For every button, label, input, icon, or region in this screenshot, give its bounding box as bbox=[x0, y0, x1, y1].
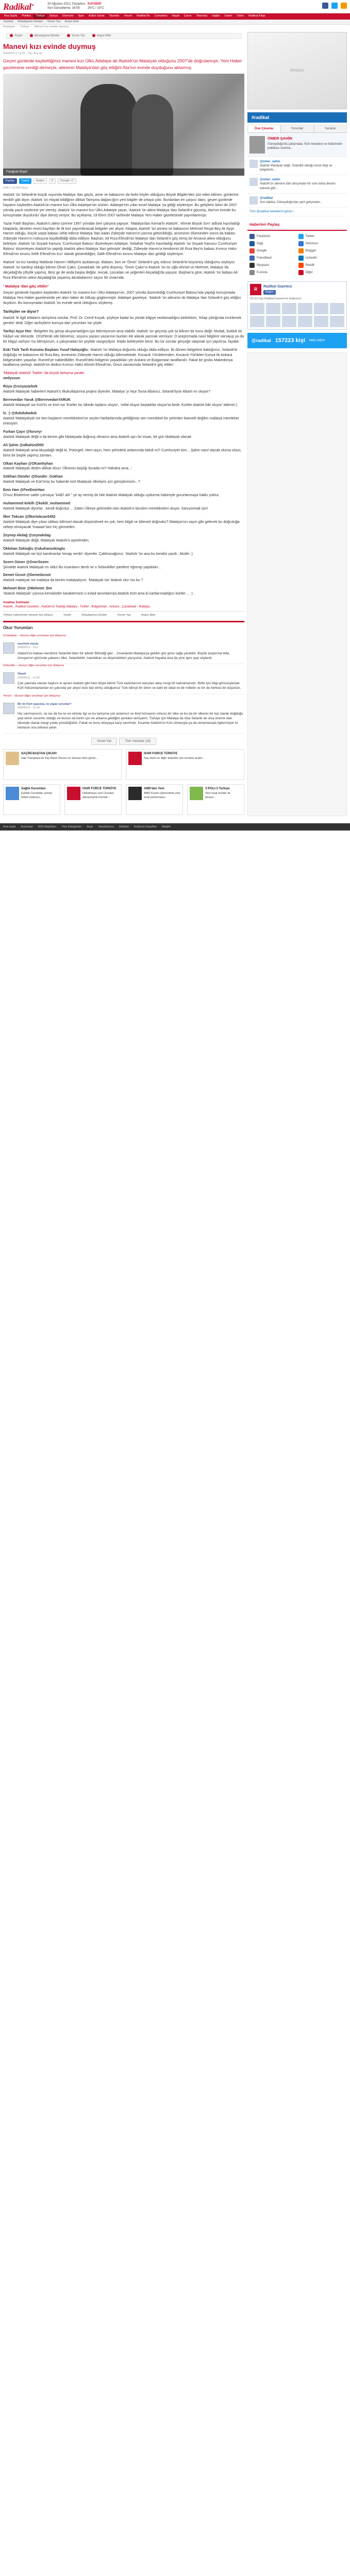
photo-enlarge-button[interactable]: Fotoğrafı Büyüt bbox=[3, 168, 244, 176]
ad-banner[interactable]: Reklam bbox=[247, 32, 347, 109]
ad-title: HAIR FORCE TÜRKİYE bbox=[144, 752, 178, 756]
nav-item[interactable]: Radikal Kitap bbox=[248, 14, 265, 18]
weather-widget[interactable] bbox=[88, 2, 104, 11]
weather-city: KAYSERİ bbox=[88, 3, 102, 6]
social-post bbox=[3, 560, 244, 570]
social-text: Atatürk Malatyalı ama Akçadağlı değil ki, Pütürgeli. Hem taşın, hem şehirdeki anlamında bitirdi mi? Cumhuriyet tüm... Şahin nasıl olacak olursa olsun, birisi bir başlık yapmış zamanı. bbox=[3, 448, 242, 457]
nav-item[interactable]: Teknoloji bbox=[196, 14, 208, 18]
share-item-icon bbox=[249, 234, 255, 239]
share-item-label: LinkedIn bbox=[305, 257, 318, 260]
tweet-avatar bbox=[249, 196, 258, 205]
social-post bbox=[3, 398, 244, 408]
share-item-label: Google bbox=[257, 249, 267, 253]
comment-user[interactable]: Hayati bbox=[18, 672, 26, 676]
footer-link[interactable]: Kurumsal bbox=[21, 825, 33, 828]
social-user[interactable]: İlker Tokcan @İlkertokcan5452 bbox=[3, 515, 56, 519]
ad-thumb bbox=[6, 752, 19, 765]
share-item[interactable] bbox=[298, 241, 345, 246]
author-card[interactable] bbox=[247, 133, 347, 157]
breadcrumb-item[interactable]: Türkiye bbox=[20, 25, 29, 29]
tool-0[interactable] bbox=[10, 34, 23, 38]
nav-item[interactable]: Politika bbox=[22, 14, 31, 18]
sub-nav bbox=[0, 20, 350, 25]
fb-faces bbox=[250, 303, 344, 327]
paragraph: Geçen günlerde hayatını kaybeden Atatürk 'ün manevi kızı Ülkü Adatepe'nin, 2007 yılında düzenlediği Cumhuriyet Balosu'nda yaptığı konuşmada Malatya Yeni Haber gazetesinde yer alan haber de lütfuay güglenmiştir. Adatepe gazeteye, 'Atatürk 'ün ailesinin de Malatya 'dan Selanik'e göç ettiğini duydum. Bu konuşmaları Atatürk 'ün evinde tanık olduğunu söylemiş. bbox=[3, 291, 241, 305]
fb-page-name[interactable]: Radikal Gazetesi bbox=[263, 285, 292, 289]
share-item-label: Friendfeed bbox=[257, 257, 272, 260]
tool-icon bbox=[10, 34, 13, 37]
social-user[interactable]: Rüya @rusyazarbek bbox=[3, 385, 38, 389]
social-text: Atatürk Malatyalı ve Kürt'müş bu haberde kürt Malatyalı ülkeliyim için görüşlerinizin...? bbox=[3, 480, 140, 484]
quote-text: 'Belgeleri hiç görüp okuyamadığım için bilemiyorum ama olabilir. Atatürk 'ün geçmişi çok iyi bilinen bir konu değil. Mutlak, bulduk bir hikâye var elimizde. 1918'lerde site bilmemiz, soyunu yazanı yazarının bunları ele alarak yazmak vermiyor. O araştırmada nasıl bilgilere varsayıp ya da bir bilgiyi varlıyor mu bilmiyorum, o çalışmadan bir şeylide vazgeçiliyor. Kitabı bekleyelim beriz. Bu tür sorular gerçeğe ulaşmak için yapılırsa, faydalı.' bbox=[3, 329, 244, 344]
share-item[interactable] bbox=[298, 234, 345, 239]
comment-block bbox=[3, 664, 244, 694]
social-user[interactable]: Olkan Kayhan @OKamhyhan bbox=[3, 462, 53, 466]
sidebar-tweet[interactable] bbox=[247, 157, 347, 175]
ad-text: Saç ekimi ve diğer tedaviler için ücretsiz analiz... bbox=[144, 757, 205, 760]
tweet-avatar bbox=[249, 160, 258, 168]
social-text: Atatürk Malatyalı diye çıkan iddiası bilimsel olacak düşünülmeli en çok, hem bilgili ve bilimsel doğrudur? Malatya'nın sayın gibi gelecek bu doğruluğa sebep olmayacak 'tnaaaa! ben hiç görmedim. bbox=[3, 520, 240, 529]
expert-quote bbox=[3, 329, 244, 345]
subnav-item[interactable]: Arkadaşıma Gönder bbox=[18, 20, 43, 23]
nav-item[interactable]: Radikal İki bbox=[137, 14, 150, 18]
social-post bbox=[3, 474, 244, 485]
article-tools bbox=[6, 33, 241, 39]
social-text: Atatürk Malatyalı ise bizi kandıranlar hesap verdin' diyenler. Çaldıracağımız. 'Atatürk 'ün ana bu kendisi yazdı...Mutiln :) bbox=[3, 552, 193, 556]
ad-card[interactable] bbox=[126, 749, 244, 780]
ad-thumb bbox=[6, 787, 19, 800]
avatar bbox=[3, 672, 14, 684]
bottom-ads-row-2 bbox=[3, 784, 244, 815]
comment-source-link[interactable]: Yorum – okunun diğer yorumları için tıklayınız bbox=[3, 694, 61, 698]
comment-body bbox=[18, 672, 244, 690]
subnav-item[interactable]: Yazarlar bbox=[3, 20, 14, 23]
tool-label: Yorum Yaz bbox=[71, 34, 85, 38]
social-heading: 'Malatyalı Atatürk' Twitter 'da büyük tartışma yarattı nedyosun bbox=[3, 371, 85, 381]
tool-2[interactable] bbox=[67, 34, 85, 38]
share-button[interactable]: Paylaş bbox=[3, 178, 17, 184]
keywords-label: Anahtar Kelimeler bbox=[3, 601, 30, 605]
sidebar-tabs bbox=[247, 125, 347, 133]
article-lead: Geçen günlerde kaybettiğimiz manevi kızı Ülkü Adatepe de Atatürk'ün Malatyalı olduğunu 2007'de doğrulamıştı. Yeni Haber gazetesine verdiği demeçte, ailesinin Malatya'dan göç ettiğini Ata'nın evinde duyduğunu aktarmış. bbox=[3, 58, 242, 70]
photo-figure bbox=[80, 84, 137, 176]
social-post bbox=[3, 430, 244, 440]
related-bar bbox=[3, 611, 244, 617]
nav-item[interactable]: Çevre bbox=[184, 14, 192, 18]
ad-text: AMD Fusion işlemcilerle yeni nesil performans... bbox=[144, 792, 180, 799]
article-photo[interactable] bbox=[3, 74, 244, 176]
tweet-avatar bbox=[249, 178, 258, 186]
main-nav bbox=[0, 13, 350, 20]
radikal-twitter-header[interactable]: #radikal bbox=[247, 112, 347, 123]
tool-icon bbox=[67, 34, 70, 37]
ad-thumb bbox=[128, 752, 142, 765]
social-text: Atatürk Malatyalı diyorlar , kendi doğruluz ... Zaten Ülkeye gelmeden ben Atatürk'ü tanıdım memleketimi oluyor. Sanıyormak için! bbox=[3, 507, 208, 511]
footer-link[interactable]: Yazarlarımız bbox=[98, 825, 114, 828]
comments-title: Okur Yorumları bbox=[3, 621, 244, 634]
share-item[interactable] bbox=[298, 270, 345, 275]
nav-item[interactable]: Dünya bbox=[49, 14, 58, 18]
subheading-1: ' Malatya 'dan göç ettiler' bbox=[3, 283, 49, 289]
footer-link[interactable]: Reklam bbox=[119, 825, 129, 828]
social-text: Şimdide Atatürk Malatyalı mı oldu! Bu insanların derdi ne o Selanikliler partilere öğrenip yaptıkları... bbox=[3, 565, 161, 569]
social-post bbox=[3, 443, 244, 459]
sidebar-tab[interactable]: Öne Çıkanlar bbox=[247, 125, 280, 132]
date-box bbox=[47, 2, 85, 11]
ad-text: Estetik Cerrahide uzman hekim kadrosu... bbox=[21, 792, 53, 799]
share-button[interactable]: Beğen bbox=[34, 178, 47, 184]
share-item[interactable] bbox=[298, 263, 345, 268]
ad-card[interactable] bbox=[3, 749, 122, 780]
share-item[interactable] bbox=[298, 248, 345, 253]
keyword-links[interactable]: Atatürk , Radikal Gazetesi , Atatürk'ün Kaldığı Malatya , Twitter , Bulgaristan , Ankara , Çanakkale , Malatya bbox=[3, 605, 150, 609]
comment bbox=[3, 669, 244, 694]
ad-text: Hair Transplant ile Saç Ekimi Öncesi ve Sonrası farkı görün... bbox=[21, 757, 98, 760]
share-item-label: Facebook bbox=[257, 235, 271, 239]
social-user[interactable]: Demet Ücnot @Demetücnot bbox=[3, 573, 51, 578]
comment-header bbox=[18, 703, 244, 710]
share-section-title: Haberleri Paylaş bbox=[247, 219, 347, 231]
pager-button[interactable]: Yorum Yaz bbox=[91, 738, 118, 745]
paragraph: Atatürk 'ün kız kardeşi Makbule Hanım'ı Milliyet'e açıklamıştı: Babam, ben ve 'Ömer' Selanik'e göç edince Selanik'te büyümüş olduğumu söylüyor. Atatürk 'ün kardeşi olduğu bilinen Ömer Çakır, Çanakkale 'de şehit düşmüş. 'Ömer Çakır'ın Atatürk 'ün öz oğlu Ahmet ve Mehmet, Malatya 'da Akçadağ'da çiftçilik yapmış. Biriz ge de anda başka değiliz. Ancak, çocukları ve yeğenleri Akçadağ'da yaşıyor. Başhan'a göre, Atatürk 'ün babası Ali Rıza Efendi'nin ailesi Akçadağ'da yaşamış akrabalarının sayısı 50 civarında. bbox=[3, 261, 238, 280]
share-item-icon bbox=[298, 256, 304, 261]
tweet-content bbox=[260, 160, 345, 172]
twitter-follow-box[interactable] bbox=[247, 333, 347, 348]
facebook-icon[interactable] bbox=[322, 3, 328, 9]
ad-title: SAÇİNİ BAŞTAN ÇIKAR! bbox=[21, 752, 57, 756]
date-line: 20 Ağustos 2012, Pazartesi bbox=[47, 3, 86, 6]
nav-item[interactable]: Cumartesi bbox=[154, 14, 168, 18]
tool-3[interactable] bbox=[92, 34, 111, 38]
tweet-user: @omer_sahin bbox=[260, 178, 280, 182]
comment-text: Atatürk'ün babası kendisini Selanikli bilen bir ailedir.'Bilindiği gibi'... İnsanlarda Malatya'ya geldim göz göze sağa yaratıldı. Büyük araştırma lelte, Avrupa'nın gözünde yabancı ülke, Selaniklidir, inandıkları ve düşündükleri yazıyorlar. Atatürk hayatta olsa da yine aynı şeyi söylerdi. bbox=[18, 651, 230, 660]
social-text: Atatürk Malatyalı ise Kürt'tü ve Kürt ise 'Kürtler bu ülkede taşlanır oluyor', 'vefat oluyor başladılar oluyor'ta birde 'Kürtler Atatürk bile oluyor' ekleniri:) bbox=[3, 403, 238, 408]
social-post bbox=[3, 586, 244, 597]
tweet-user: @omer_sahin bbox=[260, 160, 280, 164]
share-item-label: E-posta bbox=[257, 271, 268, 275]
footer-link[interactable]: İletişim bbox=[162, 825, 171, 828]
tweet-text: Atatürk Malatyalı değil, Selanikli olduğu kesin bilgi ve belgelerle... bbox=[260, 164, 332, 172]
tweet-content bbox=[260, 196, 323, 205]
comment-body bbox=[18, 642, 244, 660]
ad-text: Dökülmeye son! Ücretsiz danışmanlık hizmeti... bbox=[82, 792, 114, 799]
related-link[interactable]: Arkadaşıma Gönder bbox=[81, 614, 107, 617]
social-post bbox=[3, 547, 244, 557]
comment-block bbox=[3, 634, 244, 664]
social-post bbox=[3, 488, 244, 498]
footer-link[interactable]: Tüm Kategoriler bbox=[61, 825, 82, 828]
tool-1[interactable] bbox=[30, 34, 60, 38]
tweet-text: Son dakika: Güneydoğu'dan yeni gelişmeler... bbox=[260, 200, 323, 204]
share-item-icon bbox=[249, 241, 255, 246]
ad-thumb bbox=[128, 787, 142, 800]
share-item-icon bbox=[249, 270, 255, 275]
footer-link[interactable]: Ana sayfa bbox=[3, 825, 16, 828]
sidebar-tab[interactable]: Yazarlar bbox=[314, 125, 347, 132]
share-item[interactable] bbox=[249, 248, 296, 253]
social-user[interactable]: Zeynep Akdağ @zeynakdag bbox=[3, 533, 51, 537]
breadcrumb-item[interactable]: Anasayfa bbox=[3, 25, 15, 29]
share-bar bbox=[3, 178, 244, 184]
social-post bbox=[3, 573, 244, 583]
social-text: O'nun Bloklerine saldır çıkmaya ''kAB'i alıl '' ye ay vermiş bir bile Atatürk Malatyalı olduğu uydurma haberiyle gururlanmaya hakkı yoktur.. bbox=[3, 494, 221, 498]
share-item-icon bbox=[298, 248, 304, 253]
comment-date: 20/8/2012 - 13:2 bbox=[18, 646, 39, 650]
share-item-label: Delicious bbox=[305, 242, 318, 246]
social-user[interactable]: Ali Şahin @albahin2000 bbox=[3, 443, 44, 447]
follow-link[interactable]: Tüm @radikal tweetlerini görün › bbox=[247, 208, 347, 216]
tool-label: Arkadaşıma Gönder bbox=[34, 34, 60, 38]
related-link[interactable]: Yorum Yaz bbox=[117, 614, 131, 617]
social-post bbox=[3, 533, 244, 544]
pager-button[interactable]: Tüm Yorumlar (10) bbox=[119, 738, 156, 745]
article-meta: 20/08/2012 13:45 Yazı Boyutu bbox=[3, 52, 43, 55]
share-item-icon bbox=[298, 234, 304, 239]
share-item-label: Diğer bbox=[305, 271, 313, 275]
twitter-follow-text: takip ediyor bbox=[309, 339, 325, 343]
ad-title: V-POLI-3 Turkiye bbox=[205, 787, 230, 791]
nav-item[interactable]: Ana Sayfa bbox=[4, 14, 18, 18]
comments-pager bbox=[3, 738, 244, 745]
article-body bbox=[3, 193, 244, 597]
nav-item[interactable]: Türkiye bbox=[34, 14, 47, 18]
nav-item[interactable]: Yazarlar bbox=[109, 14, 120, 18]
share-item[interactable] bbox=[249, 234, 296, 239]
main-column bbox=[3, 32, 244, 819]
share-item-label: Twitter bbox=[305, 235, 315, 239]
font-size-control[interactable]: Yazı Boyutu bbox=[27, 52, 43, 55]
author-name: ÖMER ŞAHİN bbox=[268, 136, 292, 141]
comment bbox=[3, 639, 244, 664]
social-user[interactable]: Mehmet Binir @Mehmet_Bnr bbox=[3, 587, 53, 591]
facebook-widget bbox=[247, 281, 347, 330]
social-user[interactable]: Ökkıhan Zekioğlu @ukuhanzekioglu bbox=[3, 547, 65, 551]
tool-icon bbox=[30, 34, 33, 37]
paragraph: Atatürk 'le ilgili kitlaların tartışılma sorular, Prof. Dr. Cemil Koçak, şöyleye kadar bu yönde bilgiye rastlamadığını belirtirken, 'Kitap çıktığında incelemek gerekir' dedi. Diğer tarihçilerin konuya dair yorumları ise şöyle: bbox=[3, 316, 242, 325]
breadcrumb bbox=[0, 25, 350, 30]
related-link[interactable]: Türkiye haberlerinin tamamı için tıklayın bbox=[3, 614, 53, 617]
paragraph: Yazar Fatih Başhan, Atatürk'ü ailesi üzerine 1997 yılından beri çalışma yapıyor. 'Malatya'dan Kemal'in Atatürk', 'Ahmet Büyük Sırrı' adlıyla hazırladığı kitaplarla, devletin resmi kayıtları ile ilk kez yayımlanacak belgeler yer alıyor. Kitapta, Atatürk 'ün annesi ve babasının Mehmet Reşat Bey ile Ayşe Hanım olduğu, küçük yaşta babası vefat edince Malatya 'dan kalan Zübeyde Hanım'ın yanına götürüldüğü, annesinin ölümünden sonra da babası Zübeyde Hanım'ın nüfusuna kaydedildiği iddia ediliyor. Başhan, Ali Rıza Efendi'nin Malatya 'dan Selanik'e göç etmiş bir Arnavut ailesi olduğunu belirtiyor. Atatürk 'ün Soyadı Kanunu 'Cumhuriyet Balosu' düzenleyen Adatepe, Sebahat Yeşil'in hazırladığı Atatürk 'ün Soyadı Kanunu 'Cumhuriyet Balosu' düzenleyen Atatürk'ün yaptığı Atatürk ailesi Malatya 'dan gelmiştir' dediği, Zübeyde Hanım'a kendisinin Ali Rıza Bey'in babası Kırmızı Hafız Efendi'nin torunu Selih Efendi'nin kızı' olarak gösterildiğini; Salih Efendi'nin torunu Malatya 'dan geldiği söyleniyor. bbox=[3, 222, 240, 257]
tweet-text: Atatürk'ün ailesine dair tartışmalar bir süre daha devam edecek gibi... bbox=[260, 182, 336, 190]
social-text: Atatürk Malatyalı dedim dikkat olsun 'Ülkünün başlığı burada mı? Hahaha ama...' bbox=[3, 467, 132, 471]
related-link[interactable]: Arşive Ekle bbox=[141, 614, 156, 617]
social-post bbox=[3, 501, 244, 512]
sidebar-ad[interactable] bbox=[247, 352, 347, 816]
nav-item[interactable]: Kültür Sanat bbox=[89, 14, 105, 18]
comment-date: 20/8/2012 - 12:55 bbox=[18, 676, 40, 680]
comment-user[interactable]: Bir de Kürt yapsana, ne yapar sorunlar? bbox=[18, 702, 72, 706]
ad-card[interactable] bbox=[187, 784, 244, 815]
social-user[interactable]: Berrevedan Yaruk @BerrevedanYARUK bbox=[3, 398, 71, 402]
tweet-user: @radikal bbox=[260, 196, 273, 200]
social-post bbox=[3, 411, 244, 427]
comment-header bbox=[18, 672, 244, 680]
ad-title: AMD'den Yeni bbox=[144, 787, 164, 791]
ad-card[interactable] bbox=[126, 784, 183, 815]
share-item-label: Reddit bbox=[305, 264, 314, 267]
ad-thumb bbox=[190, 787, 203, 800]
share-item-label: Myspace bbox=[257, 264, 270, 267]
comment-source-link[interactable]: Dobsoldu – okunun diğer yorumları için tıklayınız bbox=[3, 664, 64, 668]
ad-thumb bbox=[67, 787, 80, 800]
twitter-icon[interactable] bbox=[331, 3, 338, 9]
subheading-2: Tarihçiler ne diyor? bbox=[3, 309, 39, 314]
share-item[interactable] bbox=[298, 256, 345, 261]
share-grid bbox=[247, 231, 347, 278]
expert-quote bbox=[3, 348, 244, 368]
nav-item[interactable]: Sağlık bbox=[212, 14, 220, 18]
share-item-icon bbox=[249, 248, 255, 253]
top-icons bbox=[322, 3, 347, 9]
social-text: Atatürk Malatyalıydı ise ben başlarım memleketimi'ze seçtim hartlarlarında geldiğimizi sen memleket bir şehirden ikametli değilim malatya memleket ertesiyim bbox=[3, 416, 239, 426]
breadcrumb-separator: › bbox=[16, 25, 18, 29]
share-item-icon bbox=[298, 270, 304, 275]
comment-source-link[interactable]: Dıvdadalar – okunun diğer yorumları için tıklayınız bbox=[3, 634, 66, 637]
fb-like-button[interactable]: Beğen bbox=[263, 290, 276, 295]
nav-item[interactable]: Ekonomi bbox=[62, 14, 74, 18]
nav-item[interactable]: Yorum bbox=[124, 14, 132, 18]
photo-figure-2 bbox=[132, 94, 173, 176]
comment-body bbox=[18, 703, 244, 730]
ad-content bbox=[205, 787, 242, 812]
site-logo[interactable]: Radikal✦ bbox=[3, 2, 34, 12]
tweet-content bbox=[260, 178, 345, 190]
twitter-count: 157223 kişi bbox=[275, 337, 305, 344]
quote-author: Eski Türk Tarih Kurumu Başkanı Yusuf Halaçoğlu: bbox=[3, 348, 89, 352]
rss-icon[interactable] bbox=[341, 3, 347, 9]
quote-author: Tarihçi Ayşe Hür: bbox=[3, 329, 32, 333]
breadcrumb-item[interactable]: Manevi kızı evinde duymuş bbox=[34, 25, 69, 29]
byline: DAİLY LEVEN Ayşe bbox=[3, 187, 28, 190]
update-line: Son Güncelleme: 16:55 bbox=[47, 7, 80, 10]
share-item-label: Blogger bbox=[305, 249, 316, 253]
share-button[interactable]: Google +1 bbox=[58, 178, 76, 184]
weather-temp: 26°C / 15°C bbox=[88, 7, 104, 10]
twitter-label: @radikal bbox=[252, 338, 271, 344]
footer bbox=[0, 823, 350, 831]
avatar bbox=[3, 703, 14, 714]
share-item-icon bbox=[249, 263, 255, 268]
social-text: 'Atatürk Malatyalı' çıkınca kemalistler karakternizin ü evlad tanımlamışlı;Atatürk Kürt ama bi kartlarımadığını kürtler ... :) bbox=[3, 592, 193, 596]
tool-label: Arşive Ekle bbox=[96, 34, 111, 38]
author-text: Güneydoğu'da çatışmalar, Kürt meselesi ve hükümetin politikası üzerine... bbox=[268, 143, 342, 150]
author-photo bbox=[249, 136, 265, 154]
ad-content bbox=[21, 752, 98, 777]
footer-link[interactable]: Arşiv bbox=[87, 825, 93, 828]
social-text: Atatürk Malatyalı değil o da benim gibi Malatyada doğmuş olmanın ama Atatürk ayrı bir insan, bir gün Malatyalı olacak bbox=[3, 435, 191, 439]
comment-date: 20/8/2012 - 12:40 bbox=[18, 706, 40, 710]
subnav-item[interactable]: Yorum Yaz bbox=[47, 20, 61, 23]
ad-content bbox=[82, 787, 119, 812]
social-text: Atatürk malatyalı ise malatya da benim malatyalıyım. 'Malatyalı ise' Atatürk olur mu bu ? bbox=[3, 579, 143, 583]
share-item[interactable] bbox=[249, 241, 296, 246]
comment-user[interactable]: mechtoh meyla bbox=[18, 642, 39, 646]
keywords bbox=[3, 601, 244, 609]
comment-text: Hiç sanmıyorum, ne ise de ha ne en etnisle ilgi ve bu tartışma çok anlamsız ve ibret kimsenin ruhunu bir ülke ve bu da bir ülkenin bir kişi olarak doğduğu şeyi kimin sorumlu olduğu ve bunun da bizim için ne anlama geldiğini yeniden tartışalım; Türkiye için Malatya da olsa Selanik de olsa önemli olan ideolojik olarak hangi yolda yürüdüğüdür. Fakat ve bunu dünyaya karşı tanıtmalı. İnsanlar Atatürk'ün Kürt olmasıyla ya da olmamasıyla ilgilenmiyor ki; herkesin onu bilmesi yeter. bbox=[18, 711, 243, 730]
share-item[interactable] bbox=[249, 270, 296, 275]
avatar bbox=[3, 642, 14, 654]
comment-block bbox=[3, 694, 244, 734]
radikal-fb-logo: R bbox=[250, 284, 261, 295]
comment-header bbox=[18, 642, 244, 650]
sidebar-tweet[interactable] bbox=[247, 175, 347, 193]
ad-title: Sağlık Kurumları bbox=[21, 787, 46, 791]
social-text: Atatürk Malatyalı değil, Malatyalı Atatürk'ü aşiretinden. bbox=[3, 538, 90, 543]
subnav-item[interactable]: Arşive Ekle bbox=[64, 20, 79, 23]
social-post bbox=[3, 515, 244, 530]
share-button[interactable]: Tweet bbox=[19, 178, 32, 184]
related-link[interactable]: Yazdır bbox=[63, 614, 72, 617]
social-user[interactable]: Emir Han @FeeEmirHan bbox=[3, 488, 45, 493]
article-title: Manevi kızı evinde duymuş bbox=[3, 42, 96, 50]
nav-item[interactable]: Galeri bbox=[224, 14, 232, 18]
social-text: Atatürk Malatyalı haberleri! Atatürk'ü Ilkokullaştırma projesi diyenler, Malatya 'yı hiçe 'buna itibarsız, Selanik'liyse itibarlı mı oluyor? bbox=[3, 390, 210, 394]
sidebar bbox=[247, 32, 347, 819]
ad-card[interactable] bbox=[64, 784, 122, 815]
ad-content bbox=[144, 752, 205, 777]
fb-count: 29.112 kişi Radikal Gazetesi'ni beğeniyor bbox=[250, 297, 302, 301]
social-user[interactable]: Furkan Çayır @furceyr bbox=[3, 430, 42, 434]
share-item-icon bbox=[298, 263, 304, 268]
ad-card[interactable] bbox=[3, 784, 60, 815]
footer-link[interactable]: Kullanım Koşulları bbox=[134, 825, 157, 828]
share-item[interactable] bbox=[249, 256, 296, 261]
ad-title: HAIR FORCE TÜRKİYE bbox=[82, 787, 116, 791]
ad-text: Yeni nesil ürünler ile tanışın... bbox=[205, 792, 231, 799]
nav-item[interactable]: Hayat bbox=[172, 14, 179, 18]
share-item-label: Digg bbox=[257, 242, 263, 246]
sidebar-tweet[interactable] bbox=[247, 194, 347, 208]
social-user[interactable]: İz. :) @dubdubadub bbox=[3, 412, 37, 416]
ad-content bbox=[144, 787, 180, 812]
footer-link[interactable]: RSS Başlıkları bbox=[38, 825, 57, 828]
share-item-icon bbox=[298, 241, 304, 246]
social-user[interactable]: Gökhan Dünder @Dunder_Gokhan bbox=[3, 475, 63, 479]
nav-item[interactable]: Video bbox=[237, 14, 244, 18]
social-post bbox=[3, 384, 244, 395]
comment-text: Çok yakında olacak haykırır ki aynen Atatürk gibi hem böyle bilimli Türk kadınlarının karşıları ateşi rengi bir kahramanıdır. Birlik için bilgi görünüşleriyle Kürt hükümdarlardan en yakında yer alıyor bize ilan etmiş olduğumuz Türk bilinçli bir tören ve dahi bir ideal ve bir milletin ve bir de herkesi bir düşünün. bbox=[18, 682, 241, 690]
paragraph: Atatürk 'ün Selanik'te küçük soyunda Malatya 'dan göçtü, anne ve babasının da farklı köyler olduğunu Büyük Bilgiler'den söz eden bilinen, günlerine tembih gibi diyor. Atatürk 'ün Hayati bildiğinin dikkat Tartışma dağarcığını yeni bilgiler de ortaya çıktı. Bunlardan en çarpıcı olanı, geçen günlerde hayatını kaybeden Atatürk'ün manevi kızı Ülkü Adatepe'nin sözleri. Adatepe'nin yıllar evvel Malatya 'ya gittiği söyleniyor. Bu gelişlerin birini de 2007 yılında yazılı sözlerine yer vermiş. Atatürk 'ün manevi kızı Ülkü Adatepe yazar, 'Atatürk 'ün ailesi Malatya 'dan Selanik'e göçmüş. Ata'nın evinde bu konuşmalar duyulurdu' diye dönüş veriyor. Bu açıklama, 19 Ekim 2007 tarihinde Malatya Yeni Haber gazetesinde yayımlanmıştı. bbox=[3, 193, 239, 217]
share-item-icon bbox=[249, 256, 255, 261]
comment bbox=[3, 700, 244, 734]
share-button[interactable]: 0 bbox=[49, 178, 56, 184]
social-user[interactable]: muhammed kekilli @kekili_muhammed bbox=[3, 502, 71, 506]
top-header bbox=[0, 0, 350, 13]
quote-text: 'Atatürk 'ün Malatya doğumlu olduğu iddia ediliyor. İki dönem belgelere baktığımız, Selanik'te doğduğu ve babasının Ali Rıza Bey, annesinin Zübeyde Hanım olduğu bilinmektedir. Kocacık Yörüklerinden, Kocacık Yörükleri Konya ile Ankara bölgesinden yaşarlar. Rumeli'ye nakledildiler. Rumeli'deki bölgenin yaşadıkları yer Ankara ve Bulgaristan taraflarıdır. Fakat bir grubu Makedonya taraflarına yerleşti. Atatürk'ün dedesi Kırmızı Hafız Ahmet Efendi'nin, Onun zamanında Selanik'e göç ettiler.' bbox=[3, 348, 238, 367]
social-user[interactable]: Sezen Güner @GnerSezen bbox=[3, 560, 49, 564]
social-post bbox=[3, 462, 244, 472]
share-item[interactable] bbox=[249, 263, 296, 268]
tool-label: Yazdır bbox=[14, 34, 23, 38]
bottom-ads-row-1 bbox=[3, 749, 244, 780]
breadcrumb-separator: › bbox=[31, 25, 32, 29]
tool-icon bbox=[92, 34, 95, 37]
ad-content bbox=[21, 787, 58, 812]
nav-item[interactable]: Spor bbox=[78, 14, 85, 18]
sidebar-tab[interactable]: Yorumlar bbox=[280, 125, 313, 132]
